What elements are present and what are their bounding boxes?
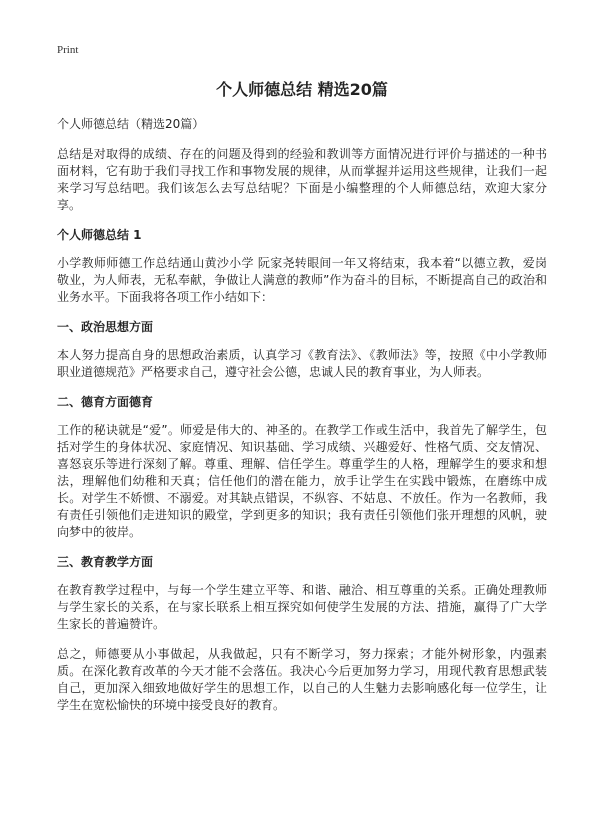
section-intro-paragraph: 小学教师师德工作总结通山黄沙小学 阮家尧转眼间一年又将结束，我本着“以德立教，爱岗敬业，为人师表，无私奉献，争做让人满意的教师”作为奋斗的目标，不断提高自己的政治和业务水平。下面我将各项工作小结如下： <box>57 256 547 304</box>
document-title: 个人师德总结 精选20篇 <box>216 80 388 99</box>
part-heading-moral: 二、德育方面德育 <box>57 395 154 409</box>
part-text-politics: 本人努力提高自身的思想政治素质，认真学习《教育法》、《教师法》等，按照《中小学教师职业道德规范》严格要求自己，遵守社会公德，忠诚人民的教育事业，为人师表。 <box>57 348 547 379</box>
part-text-teaching: 在教育教学过程中，与每一个学生建立平等、和谐、融洽、相互尊重的关系。正确处理教师与学生家长的关系，在与家长联系上相互探究如何使学生发展的方法、措施，赢得了广大学生家长的普遍赞许。 <box>57 583 547 631</box>
section-title: 个人师德总结 1 <box>57 228 142 242</box>
document-subtitle: 个人师德总结（精选20篇） <box>57 117 205 131</box>
intro-paragraph: 总结是对取得的成绩、存在的问题及得到的经验和教训等方面情况进行评价与描述的一种书面材料，它有助于我们寻找工作和事物发展的规律，从而掌握并运用这些规律，让我们一起来学习写总结吧。我们该怎么去写总结呢？下面是小编整理的个人师德总结，欢迎大家分享。 <box>57 147 547 212</box>
part-heading-teaching: 三、教育教学方面 <box>57 555 154 569</box>
document-body <box>57 80 547 727</box>
conclusion-paragraph: 总之，师德要从小事做起，从我做起，只有不断学习，努力探索；才能外树形象，内强素质。在深化教育改革的今天才能不会落伍。我决心今后更加努力学习，用现代教育思想武装自己，更加深入细致地做好学生的思想工作，以自己的人生魅力去影响感化每一位学生，让学生在宽松愉快的环境中接受良好的教育。 <box>57 647 547 712</box>
part-text-moral: 工作的秘诀就是“爱”。师爱是伟大的、神圣的。在教学工作或生活中，我首先了解学生，包括对学生的身体状况、家庭情况、知识基础、学习成绩、兴趣爱好、性格气质、交友情况、喜怒哀乐等进行深刻了解。尊重、理解、信任学生。尊重学生的人格，理解学生的要求和想法，理解他们幼稚和天真；信任他们的潜在能力，放手让学生在实践中锻炼，在磨练中成长。对学生不娇惯、不溺爱。对其缺点错误，不纵容、不姑息、不放任。作为一名教师，我有责任引领他们走进知识的殿堂，学到更多的知识；我有责任引领他们张开理想的风帆，驶向梦中的彼岸。 <box>57 423 547 539</box>
part-heading-politics: 一、政治思想方面 <box>57 320 154 334</box>
print-link[interactable]: Print <box>57 44 79 56</box>
